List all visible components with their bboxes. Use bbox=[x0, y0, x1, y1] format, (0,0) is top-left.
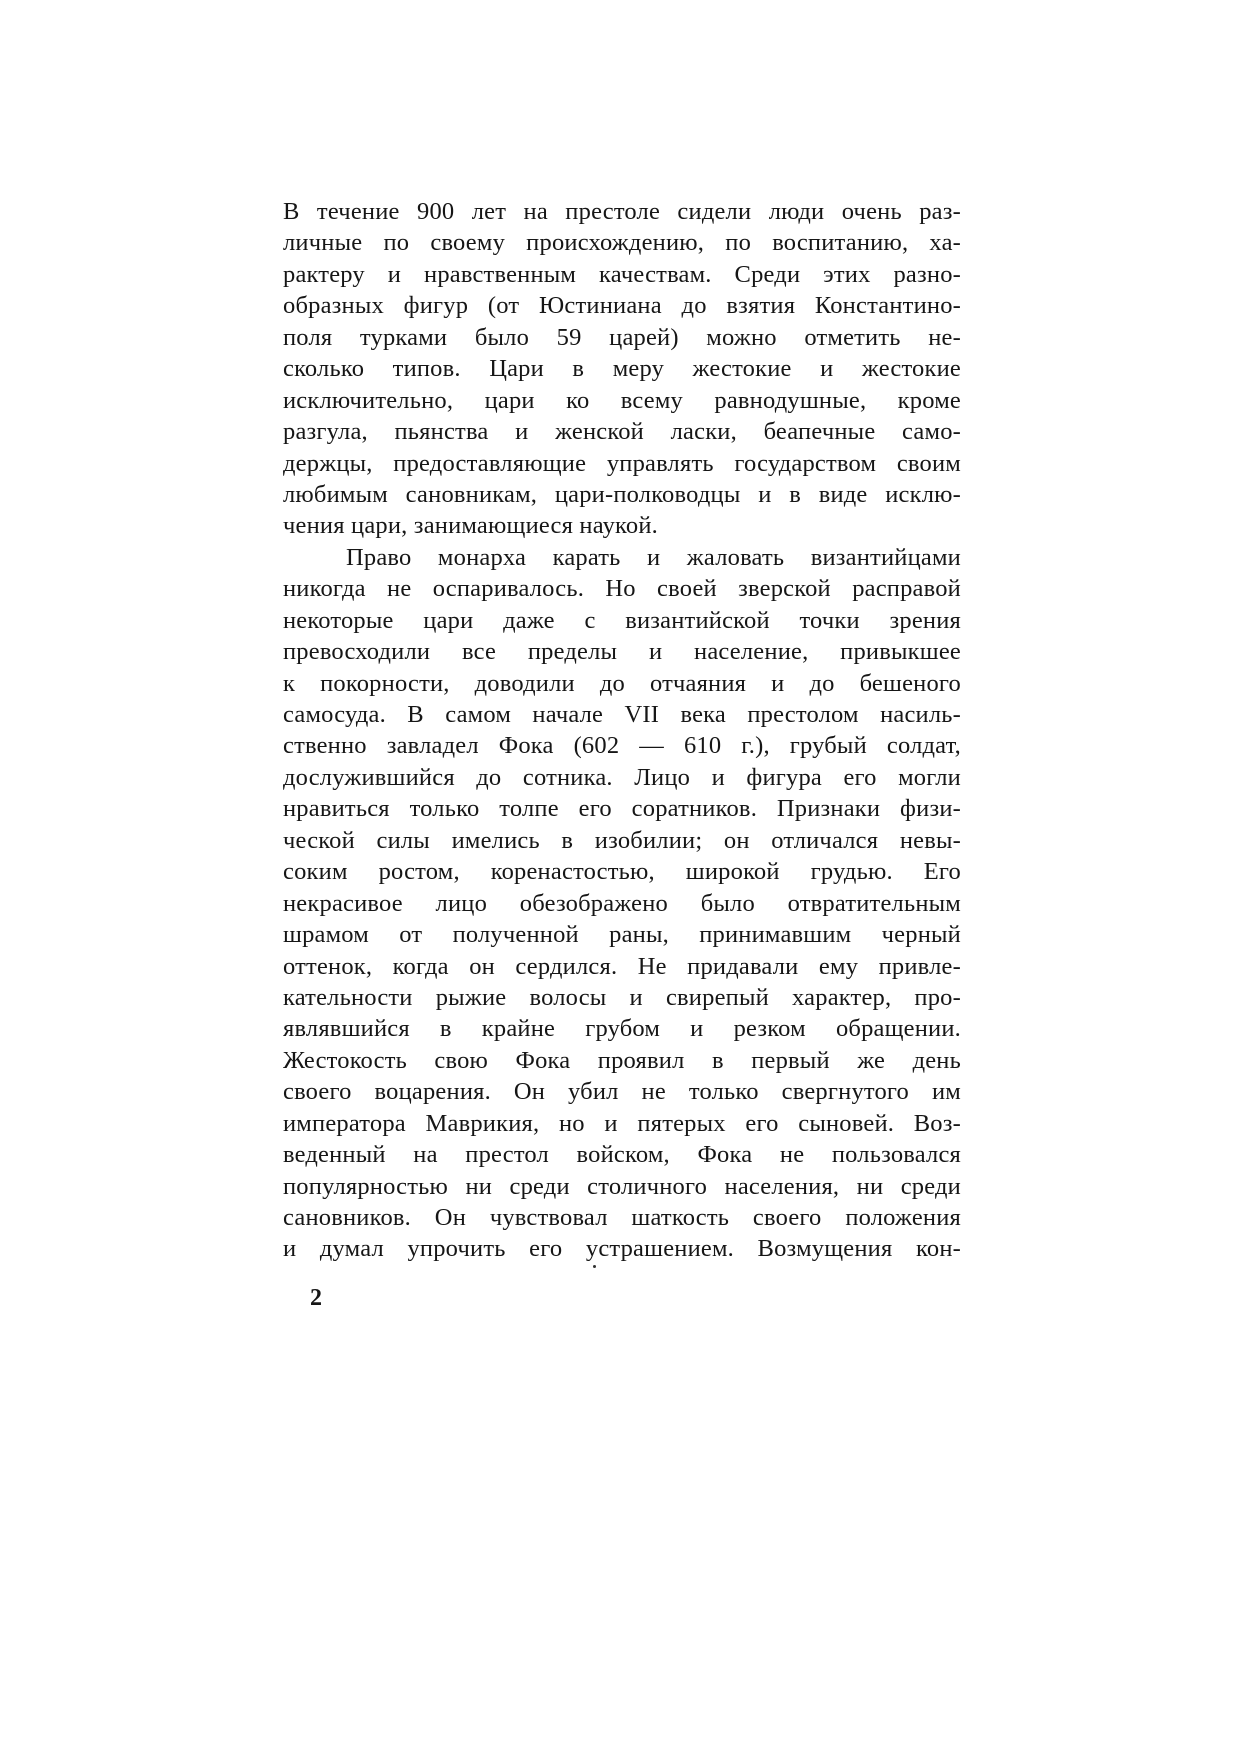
text-line: образных фигур (от Юстиниана до взятия Константино- bbox=[283, 292, 961, 320]
text-line: самосуда. В самом начале VII века престолом насиль- bbox=[283, 701, 961, 728]
text-line: к покорности, доводили до отчаяния и до бешеного bbox=[283, 669, 961, 697]
page-number: 2 bbox=[310, 1285, 322, 1311]
body-text bbox=[283, 196, 961, 1265]
text-line: сановников. Он чувствовал шаткость своего положения bbox=[283, 1204, 961, 1231]
text-line: рактеру и нравственным качествам. Среди этих разно- bbox=[283, 260, 961, 288]
paragraph-1 bbox=[283, 196, 961, 542]
text-line: превосходили все пределы и население, привыкшее bbox=[283, 638, 961, 666]
text-line: императора Маврикия, но и пятерых его сыновей. Воз- bbox=[283, 1109, 961, 1137]
text-line: держцы, предоставляющие управлять государством своим bbox=[283, 449, 961, 477]
text-line: некоторые цари даже с византийской точки зрения bbox=[283, 606, 961, 634]
text-line: ственно завладел Фока (602 — 610 г.), грубый солдат, bbox=[283, 732, 961, 760]
text-line: сколько типов. Цари в меру жестокие и жестокие bbox=[283, 355, 961, 383]
text-line: веденный на престол войском, Фока не пользовался bbox=[283, 1141, 961, 1169]
text-line: исключительно, цари ко всему равнодушные, кроме bbox=[283, 386, 961, 414]
text-line: оттенок, когда он сердился. Не придавали ему привле- bbox=[283, 952, 961, 980]
text-line: разгула, пьянства и женской ласки, беапечные само- bbox=[283, 418, 961, 446]
text-line: нравиться только толпе его соратников. Признаки физи- bbox=[283, 795, 961, 823]
text-line: и думал упрочить его устрашением. Возмущения кон- bbox=[283, 1235, 961, 1263]
text-line: личные по своему происхождению, по воспитанию, ха- bbox=[283, 229, 961, 257]
text-line: чения цари, занимающиеся наукой. bbox=[283, 512, 658, 540]
text-line: ческой силы имелись в изобилии; он отличался невы- bbox=[283, 826, 961, 854]
text-line: кательности рыжие волосы и свирепый характер, про- bbox=[283, 983, 961, 1011]
text-line: шрамом от полученной раны, принимавшим черный bbox=[283, 921, 961, 949]
text-line: Жестокость свою Фока проявил в первый же день bbox=[283, 1046, 961, 1074]
paragraph-2 bbox=[283, 542, 961, 1265]
text-line: любимым сановникам, цари-полководцы и в виде исклю- bbox=[283, 480, 961, 508]
text-line: дослужившийся до сотника. Лицо и фигура его могли bbox=[283, 763, 961, 791]
text-line: являвшийся в крайне грубом и резком обращении. bbox=[283, 1015, 961, 1043]
text-line: своего воцарения. Он убил не только свергнутого им bbox=[283, 1078, 961, 1106]
text-line: некрасивое лицо обезображено было отвратительным bbox=[283, 889, 961, 917]
text-line: поля турками было 59 царей) можно отметить не- bbox=[283, 323, 961, 351]
scan-speck bbox=[593, 1265, 596, 1268]
text-line: Право монарха карать и жаловать византийцами bbox=[346, 543, 961, 571]
text-line: никогда не оспаривалось. Но своей зверской расправой bbox=[283, 575, 961, 603]
text-line: В течение 900 лет на престоле сидели люди очень раз- bbox=[283, 198, 961, 225]
text-line: соким ростом, коренастостью, широкой грудью. Его bbox=[283, 858, 961, 886]
text-line: популярностью ни среди столичного населения, ни среди bbox=[283, 1172, 961, 1200]
